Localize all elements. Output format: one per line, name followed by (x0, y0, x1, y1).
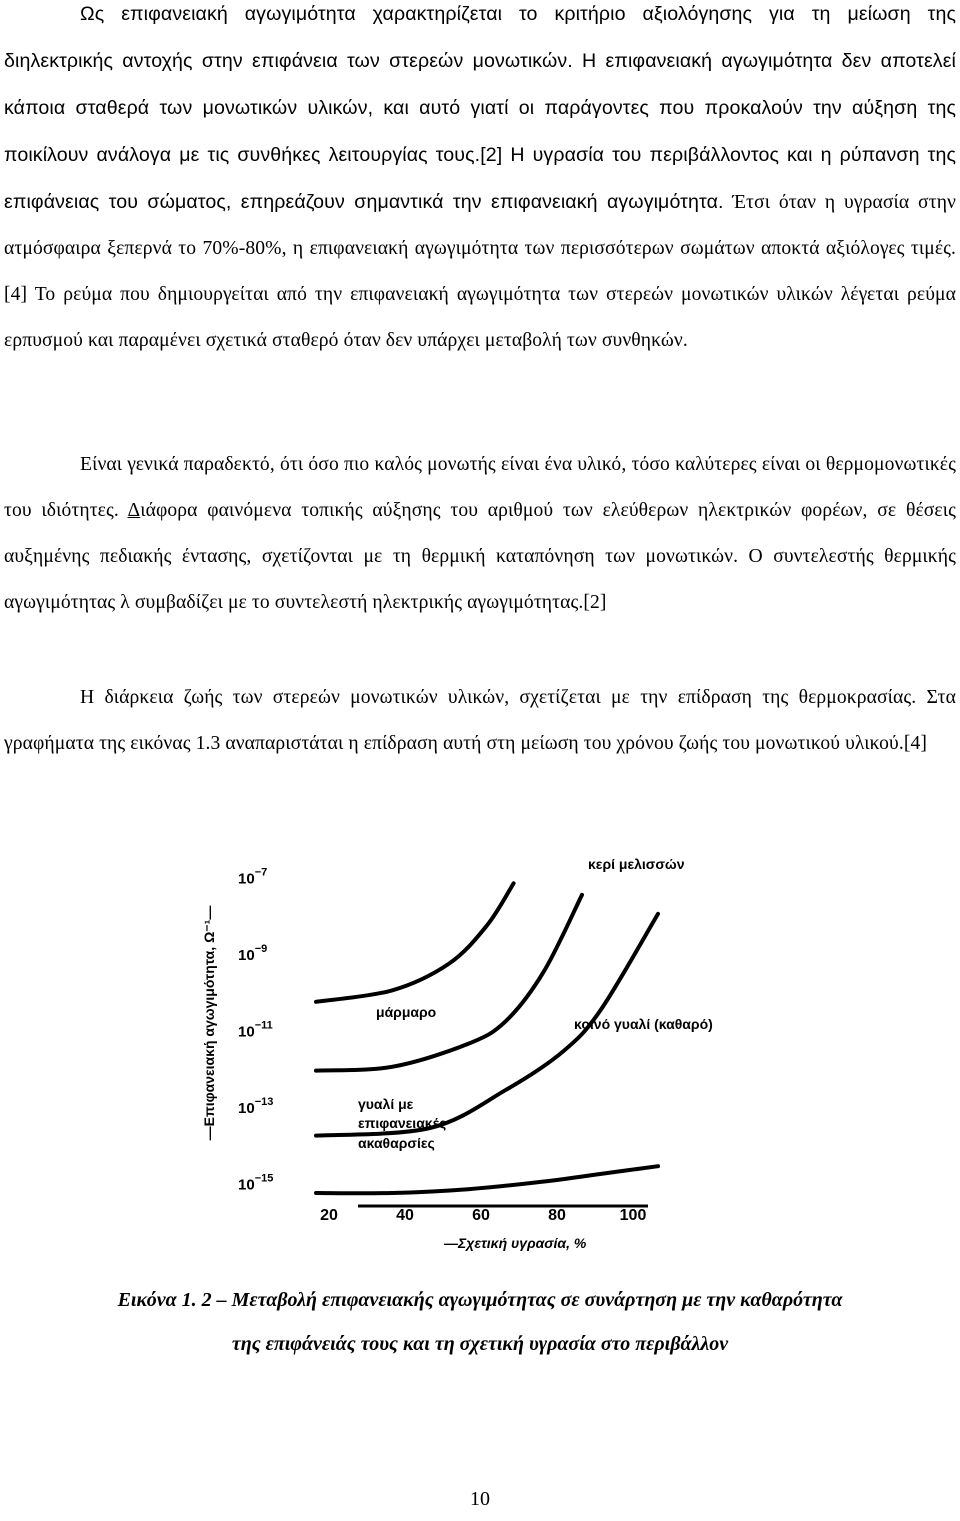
x-tick-label: 80 (548, 1207, 566, 1224)
figure-conductivity-chart (196, 838, 796, 1258)
x-tick-labels (320, 1207, 646, 1224)
paragraph-text: ιάφορα φαινόμενα τοπικής αύξησης του αριθμού των ελεύθερων ηλεκτρικών φορέων, σε θέσεις αυξημένης πεδιακής έντασης, σχετίζονται με τη θερμική καταπόνηση των μονωτικών. Ο συντελεστής θερμικής αγωγιμότητας λ συμβαδίζει με το συντελεστή ηλεκτρικής αγωγιμότητας.[2] (4, 500, 956, 613)
label-wax: κερί μελισσών (588, 856, 685, 872)
label-marble: μάρμαρο (376, 1004, 437, 1020)
paragraph-text: Είναι γενικά παραδεκτό, ότι όσο πιο καλός μονωτής είναι ένα υλικό, τόσο καλύτερες είναι οι θερμομονωτικές του ιδιότητες. (4, 454, 956, 521)
x-tick-label: 20 (320, 1207, 338, 1224)
label-glass-dirty-1: γυαλί με (358, 1096, 414, 1112)
x-tick-label: 100 (619, 1207, 647, 1224)
y-tick-label: $10^{-11}$ (238, 1019, 273, 1041)
chart-svg (196, 838, 796, 1258)
paragraph-text: Η διάρκεια ζωής των στερεών μονωτικών υλικών, σχετίζεται με την επίδραση της θερμοκρασίας. Στα γραφήματα της εικόνας 1.3 αναπαριστάται η επίδραση αυτή στη μείωση του χρόνου ζωής του μονωτικού υλικού.[4] (4, 687, 956, 754)
page-number: 10 (470, 1488, 490, 1510)
y-tick-labels (238, 867, 273, 1194)
label-glass-dirty-3: ακαθαρσίες (358, 1135, 435, 1151)
y-tick-label: $10^{-13}$ (238, 1096, 274, 1118)
x-tick-label: 60 (472, 1207, 490, 1224)
y-tick-label: $10^{-9}$ (238, 943, 268, 965)
y-tick-label: $10^{-15}$ (238, 1172, 274, 1194)
paragraph-text-sans: Ως επιφανειακή αγωγιμότητα χαρακτηρίζεται το κριτήριο αξιολόγησης για τη μείωση της διηλεκτρικής αντοχής στην επιφάνεια των στερεών μονωτικών. Η επιφανειακή αγωγιμότητα δεν αποτελεί κάποια σταθερά των μονωτικών υλικών, και αυτό γιατί οι παράγοντες που προκαλούν την αύξηση της ποικίλουν ανάλογα με τις συνθήκες λειτουργίας τους.[2] Η υγρασία του περιβάλλοντος και η ρύπανση της επιφάνειας του σώματος, επηρεάζουν σημαντικά την επιφανειακή αγωγιμότητα. (4, 3, 956, 213)
curve-series-4 (316, 883, 514, 1002)
y-axis-label: —Επιφανειακή αγωγιμότητα, Ω⁻¹— (201, 905, 217, 1141)
paragraph-thermal-insulation (4, 442, 956, 626)
x-axis-label: —Σχετική υγρασία, % (444, 1235, 587, 1251)
x-tick-label: 40 (396, 1207, 414, 1224)
curve-series-2 (316, 895, 582, 1071)
figure-caption-line-2: της επιφάνειάς τους και τη σχετική υγρασία στο περιβάλλον (231, 1333, 729, 1355)
figure-caption-line-1: Εικόνα 1. 2 – Μεταβολή επιφανειακής αγωγιμότητας σε συνάρτηση με την καθαρότητα (117, 1289, 843, 1311)
label-glass-dirty-2: επιφανειακές (358, 1115, 447, 1131)
label-glass: κοινό γυαλί (καθαρό) (574, 1016, 713, 1032)
paragraph-text-serif: Έτσι όταν η υγρασία στην ατμόσφαιρα ξεπερνά το 70%-80%, η επιφανειακή αγωγιμότητα των περισσότερων σωμάτων αποκτά αξιόλογες τιμές.[4] Το ρεύμα που δημιουργείται από την επιφανειακή αγωγιμότητα των στερεών μονωτικών υλικών λέγεται ρεύμα ερπυσμού και παραμένει σχετικά σταθερό όταν δεν υπάρχει μεταβολή των συνθηκών. (4, 192, 956, 351)
underlined-letter: Δ (127, 500, 141, 521)
y-tick-label: $10^{-7}$ (238, 866, 268, 888)
paragraph-surface-conductivity (4, 0, 956, 364)
paragraph-lifetime (4, 675, 956, 767)
curve-series-1 (316, 1166, 658, 1193)
